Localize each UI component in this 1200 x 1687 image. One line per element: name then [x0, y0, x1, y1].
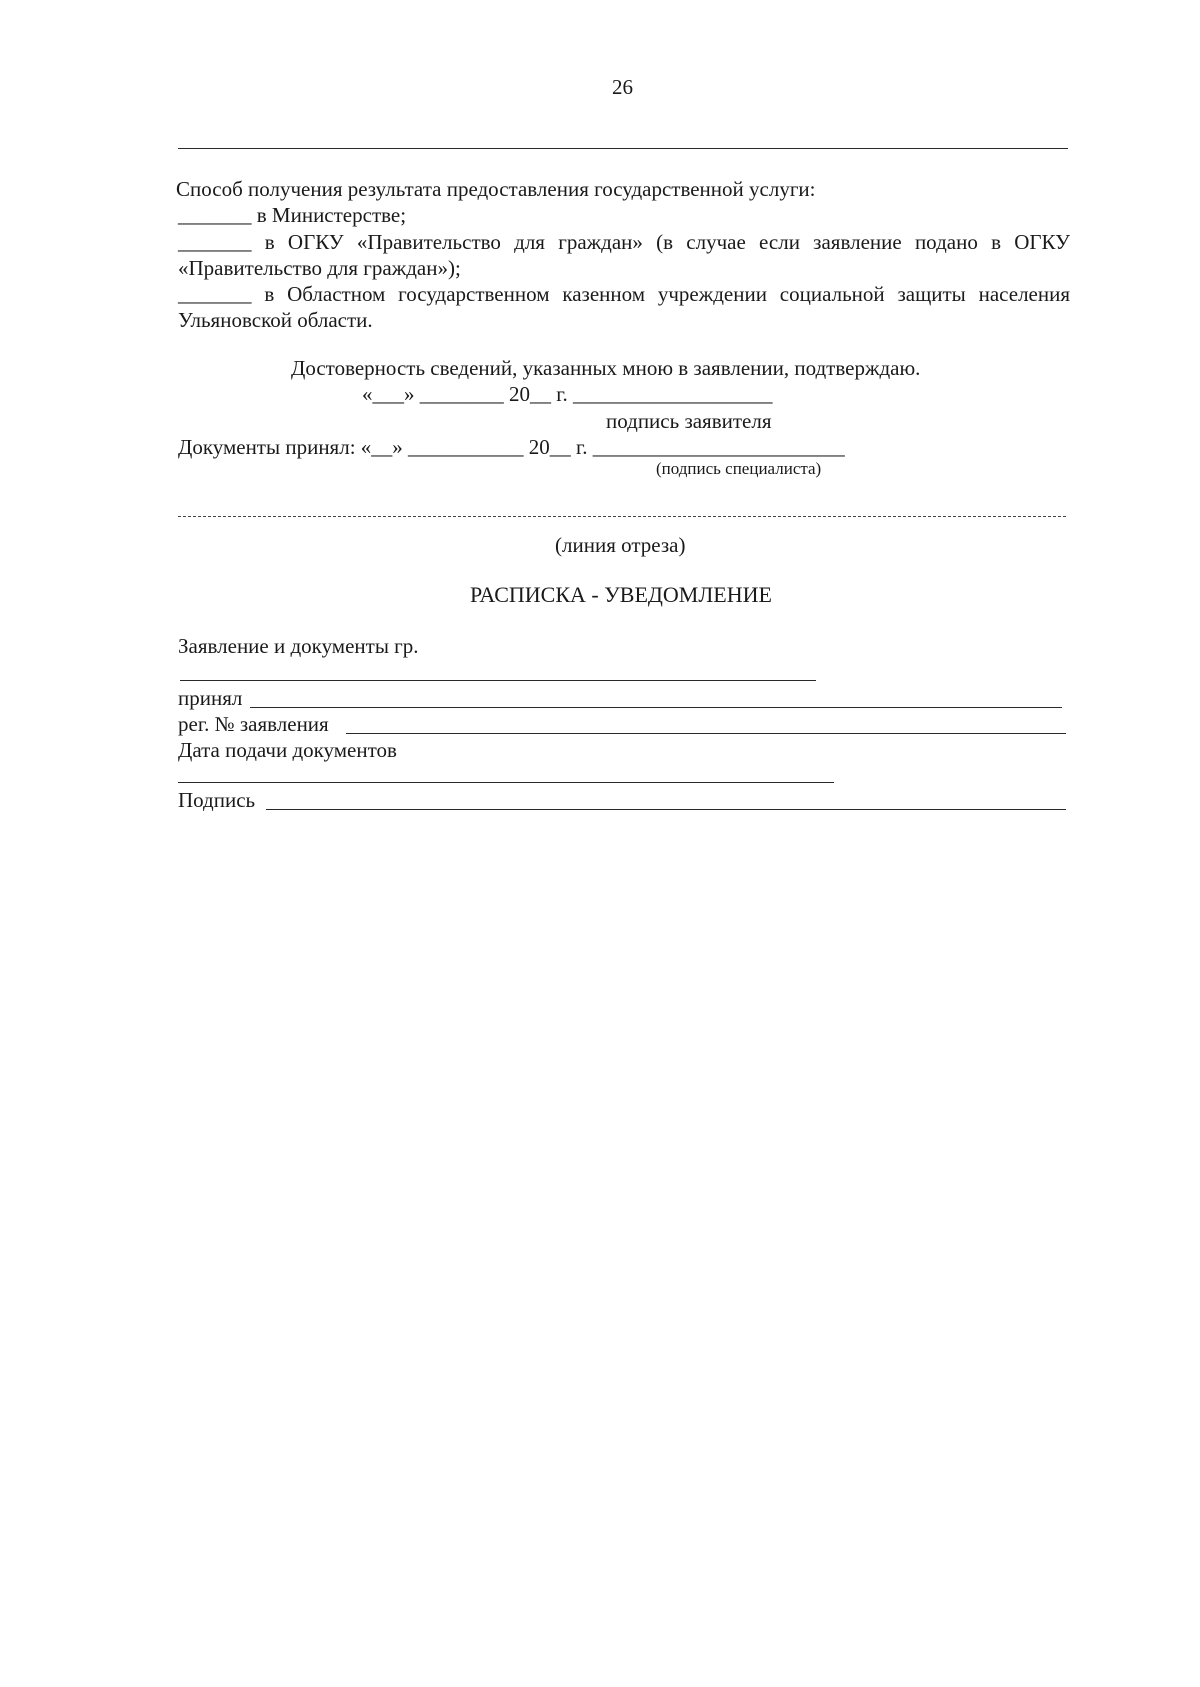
accepted-label: принял [178, 686, 243, 710]
confirmation-statement: Достоверность сведений, указанных мною в заявлении, подтверждаю. [291, 356, 921, 380]
cut-line [178, 516, 1066, 517]
option-ministry [178, 202, 406, 228]
submission-date-line [178, 782, 834, 783]
accepted-line [250, 707, 1062, 708]
signature-line [266, 809, 1066, 810]
option-social-protection [178, 281, 1070, 307]
option-label: в Областном государственном казенном учреждении социальной защиты населения [264, 282, 1071, 306]
option-blank: _______ [178, 230, 252, 254]
specialist-signature-caption: (подпись специалиста) [656, 459, 822, 478]
receipt-title: РАСПИСКА - УВЕДОМЛЕНИЕ [470, 582, 772, 607]
option-label: в Министерстве; [256, 203, 407, 227]
accepted-by-line: Документы принял: «__» ___________ 20__ г. ________________________ [178, 435, 845, 459]
cut-line-caption: (линия отреза) [555, 533, 686, 557]
option-blank: _______ [178, 282, 252, 306]
submission-date-label: Дата подачи документов [178, 738, 397, 762]
option-label: в ОГКУ «Правительство для граждан» (в случае если заявление подано в ОГКУ [264, 230, 1070, 254]
signature-label: Подпись [178, 788, 256, 812]
option-ogku-continued: «Правительство для граждан»); [178, 256, 461, 280]
page-number: 26 [612, 75, 633, 99]
top-rule [178, 148, 1068, 149]
applicant-date-line: «___» ________ 20__ г. ___________________ [362, 382, 773, 406]
receipt-method-heading: Способ получения результата предоставления государственной услуги: [176, 177, 816, 201]
applicant-name-line [180, 680, 816, 681]
option-blank: _______ [178, 203, 252, 227]
option-ogku [178, 229, 1070, 255]
option-social-protection-continued: Ульяновской области. [178, 308, 373, 332]
reg-number-label: рег. № заявления [178, 712, 329, 736]
applicant-label: Заявление и документы гр. [178, 634, 419, 658]
applicant-signature-caption: подпись заявителя [606, 409, 772, 433]
reg-number-line [346, 733, 1066, 734]
